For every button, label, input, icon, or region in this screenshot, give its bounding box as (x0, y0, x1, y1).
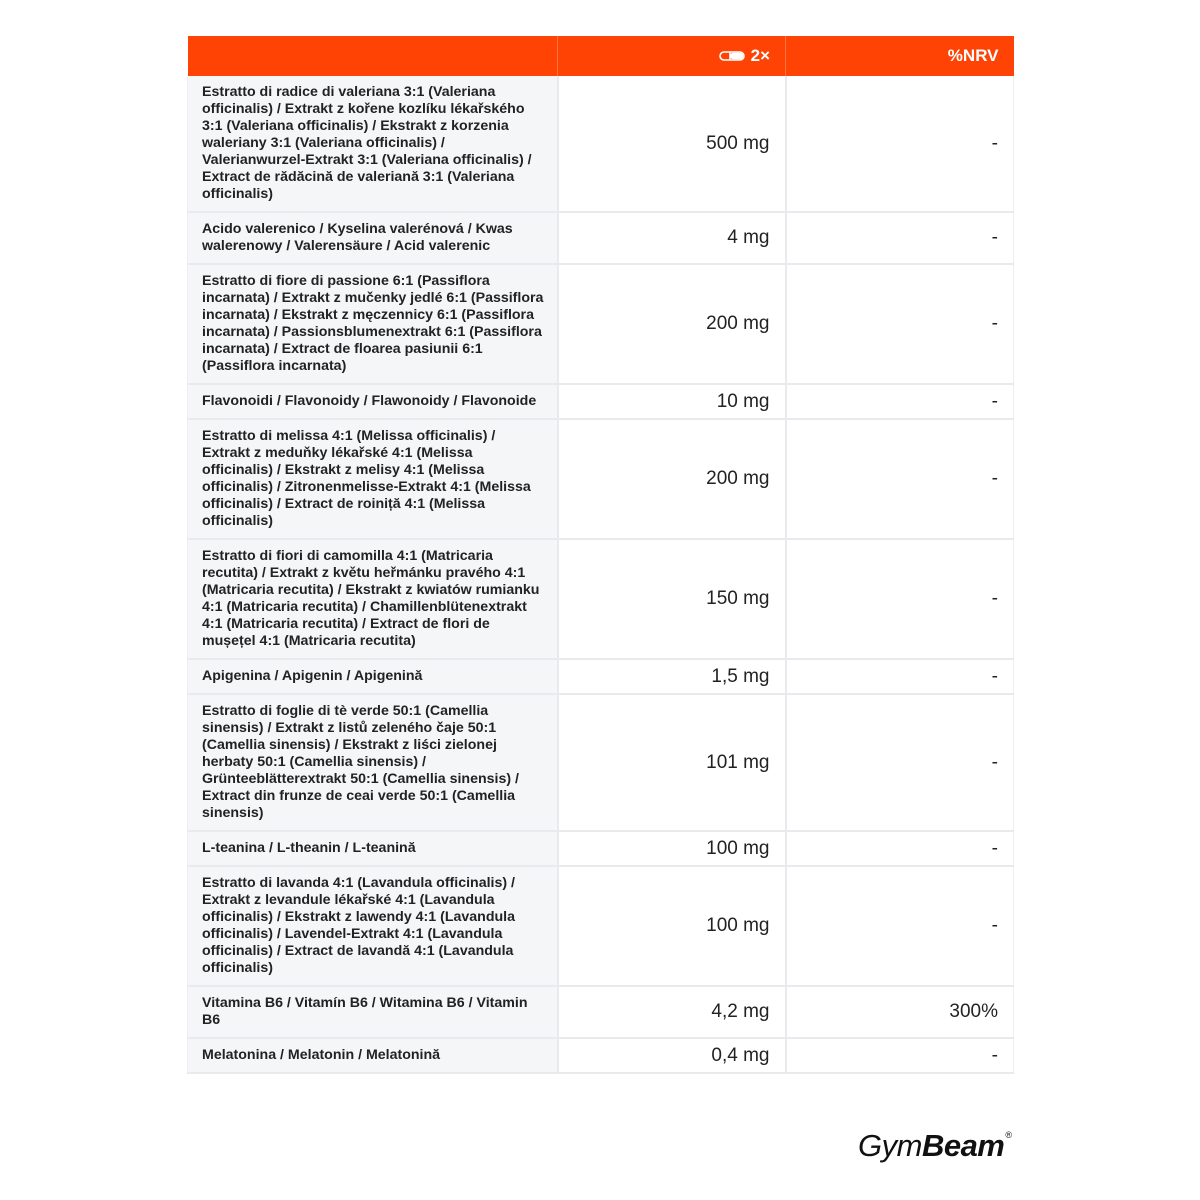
header-nrv-cell: %NRV (786, 36, 1014, 76)
nutrition-table-container (187, 36, 1013, 1074)
ingredient-name: Apigenina / Apigenin / Apigenină (188, 659, 558, 694)
nutrition-table (187, 36, 1014, 1074)
ingredient-nrv: - (786, 1038, 1014, 1073)
table-row (188, 986, 1014, 1038)
ingredient-nrv: - (786, 659, 1014, 694)
ingredient-name: L-teanina / L-theanin / L-teanină (188, 831, 558, 866)
ingredient-amount: 4 mg (558, 212, 786, 264)
logo-part-gym: Gym (858, 1128, 922, 1163)
logo-part-beam: Beam (921, 1128, 1005, 1163)
ingredient-amount: 4,2 mg (558, 986, 786, 1038)
table-row (188, 866, 1014, 986)
ingredient-amount: 100 mg (558, 831, 786, 866)
ingredient-name: Estratto di radice di valeriana 3:1 (Valeriana officinalis) / Extrakt z kořene kozlíku lékařského 3:1 (Valeriana officinalis) / Ekstrakt z korzenia waleriany 3:1 (Valeriana officinalis) / Valerianwurzel-Extrakt 3:1 (Valeriana officinalis) / Extract de rădăcină de valeriană 3:1 (Valeriana officinalis) (188, 76, 558, 212)
ingredient-amount: 0,4 mg (558, 1038, 786, 1073)
ingredient-amount: 150 mg (558, 539, 786, 659)
table-header (188, 36, 1014, 76)
table-row (188, 264, 1014, 384)
ingredient-nrv: 300% (786, 986, 1014, 1038)
ingredient-amount: 200 mg (558, 264, 786, 384)
table-row (188, 212, 1014, 264)
ingredient-name: Melatonina / Melatonin / Melatonină (188, 1038, 558, 1073)
ingredient-nrv: - (786, 76, 1014, 212)
header-row (188, 36, 1014, 76)
ingredient-nrv: - (786, 539, 1014, 659)
ingredient-name: Estratto di foglie di tè verde 50:1 (Camellia sinensis) / Extrakt z listů zeleného čaje 50:1 (Camellia sinensis) / Ekstrakt z liści zielonej herbaty 50:1 (Camellia sinensis) / Grünteeblätterextrakt 50:1 (Camellia sinensis) / Extract din frunze de ceai verde 50:1 (Camellia sinensis) (188, 694, 558, 831)
ingredient-nrv: - (786, 419, 1014, 539)
ingredient-name: Estratto di melissa 4:1 (Melissa officinalis) / Extrakt z meduňky lékařské 4:1 (Melissa officinalis) / Ekstrakt z melisy 4:1 (Melissa officinalis) / Zitronenmelisse-Extrakt 4:1 (Melissa officinalis) / Extract de roiniță 4:1 (Melissa officinalis) (188, 419, 558, 539)
table-row (188, 694, 1014, 831)
ingredient-nrv: - (786, 264, 1014, 384)
ingredient-nrv: - (786, 866, 1014, 986)
table-row (188, 76, 1014, 212)
ingredient-name: Acido valerenico / Kyselina valerénová / Kwas walerenowy / Valerensäure / Acid valerenic (188, 212, 558, 264)
ingredient-name: Estratto di fiori di camomilla 4:1 (Matricaria recutita) / Extrakt z květu heřmánku pravého 4:1 (Matricaria recutita) / Ekstrakt z kwiatów rumianku 4:1 (Matricaria recutita) / Chamillenblütenextrakt 4:1 (Matricaria recutita) / Extract de flori de mușețel 4:1 (Matricaria recutita) (188, 539, 558, 659)
table-row (188, 384, 1014, 419)
ingredient-nrv: - (786, 212, 1014, 264)
ingredient-amount: 100 mg (558, 866, 786, 986)
ingredient-amount: 1,5 mg (558, 659, 786, 694)
table-row (188, 659, 1014, 694)
gymbeam-logo (858, 1128, 1012, 1164)
ingredient-name: Flavonoidi / Flavonoidy / Flawonoidy / Flavonoide (188, 384, 558, 419)
capsule-icon (719, 50, 745, 62)
ingredient-name: Estratto di fiore di passione 6:1 (Passiflora incarnata) / Extrakt z mučenky jedlé 6:1 (Passiflora incarnata) / Ekstrakt z męczennicy 6:1 (Passiflora incarnata) / Passionsblumenextrakt 6:1 (Passiflora incarnata) / Extract de floarea pasiunii 6:1 (Passiflora incarnata) (188, 264, 558, 384)
table-body (188, 76, 1014, 1073)
ingredient-amount: 101 mg (558, 694, 786, 831)
header-ingredient-cell (188, 36, 558, 76)
serving-label: 2× (750, 45, 770, 65)
ingredient-nrv: - (786, 831, 1014, 866)
header-serving-cell (558, 36, 786, 76)
ingredient-amount: 200 mg (558, 419, 786, 539)
table-row (188, 1038, 1014, 1073)
ingredient-nrv: - (786, 384, 1014, 419)
ingredient-nrv: - (786, 694, 1014, 831)
serving-size (719, 46, 770, 66)
ingredient-amount: 10 mg (558, 384, 786, 419)
table-row (188, 539, 1014, 659)
table-row (188, 419, 1014, 539)
table-row (188, 831, 1014, 866)
registered-mark: ® (1005, 1130, 1012, 1140)
ingredient-name: Vitamina B6 / Vitamín B6 / Witamina B6 / Vitamin B6 (188, 986, 558, 1038)
ingredient-name: Estratto di lavanda 4:1 (Lavandula officinalis) / Extrakt z levandule lékařské 4:1 (Lavandula officinalis) / Ekstrakt z lawendy 4:1 (Lavandula officinalis) / Lavendel-Extrakt 4:1 (Lavandula officinalis) / Extract de lavandă 4:1 (Lavandula officinalis) (188, 866, 558, 986)
ingredient-amount: 500 mg (558, 76, 786, 212)
